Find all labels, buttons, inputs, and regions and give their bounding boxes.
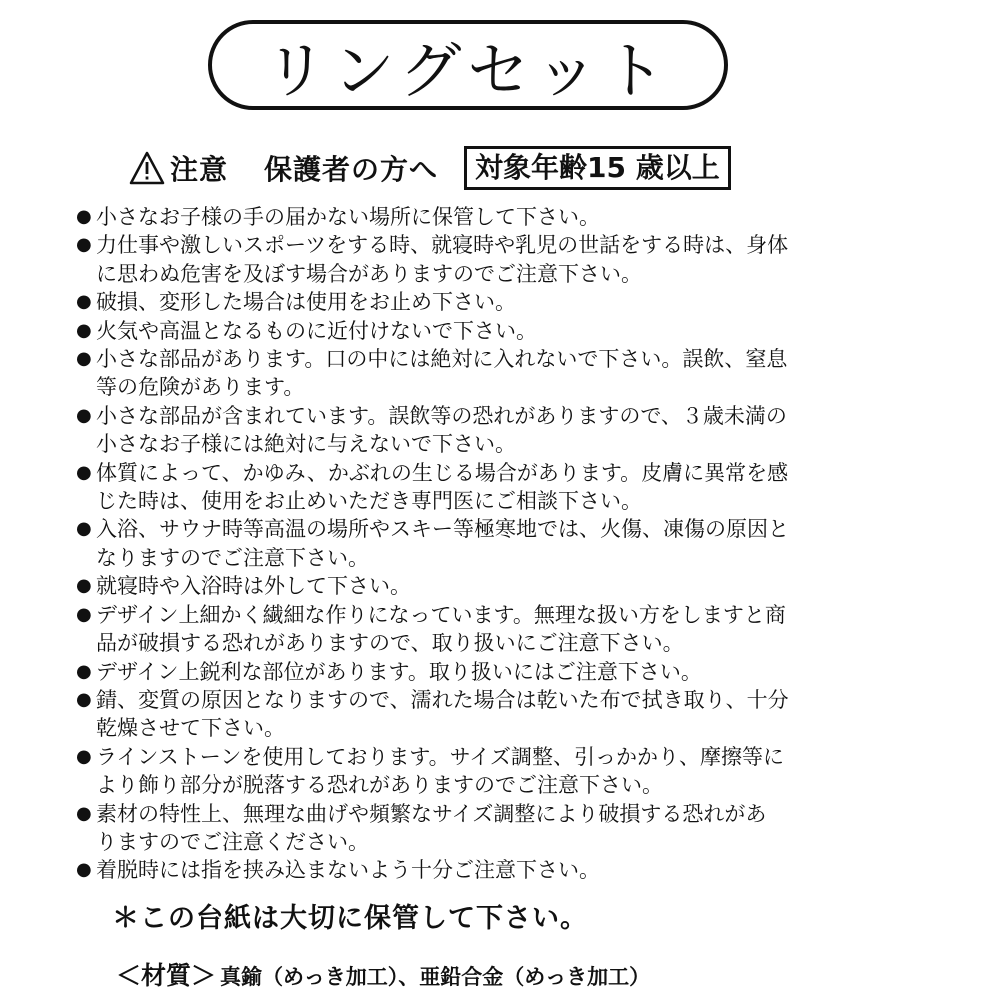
list-item [76, 686, 876, 743]
bullet-icon: ● [76, 688, 92, 710]
bullet-icon: ● [76, 518, 92, 540]
bullet-icon: ● [76, 802, 92, 824]
warning-text: 体質によって、かゆみ、かぶれの生じる場合があります。皮膚に異常を感 じた時は、使用をお止めいただき専門医にご相談下さい。 [96, 460, 789, 514]
warning-text: 着脱時には指を挟み込まないよう十分ご注意下さい。 [96, 858, 600, 883]
page-title: リングセット [264, 33, 672, 107]
list-item [76, 345, 876, 402]
caution-label: 注意 [170, 153, 229, 186]
list-item [76, 402, 876, 459]
bullet-icon: ● [76, 348, 92, 370]
warning-list [76, 203, 876, 885]
list-item [76, 288, 876, 316]
bullet-icon: ● [76, 660, 92, 682]
warning-text: 就寝時や入浴時は外して下さい。 [96, 574, 411, 599]
list-item [76, 572, 876, 600]
warning-text: 破損、変形した場合は使用をお止め下さい。 [96, 290, 516, 315]
keep-card-note: ＊この台紙は大切に保管して下さい。 [112, 903, 588, 934]
warning-text: 素材の特性上、無理な曲げや頻繁なサイズ調整により破損する恐れがあ りますのでご注意ください。 [96, 801, 767, 854]
list-item [76, 231, 876, 288]
bullet-icon: ● [76, 603, 92, 625]
warning-text: デザイン上鋭利な部位があります。取り扱いにはご注意下さい。 [96, 659, 702, 684]
list-item [76, 515, 876, 572]
age-rating-badge: 対象年齢15 歳以上 [464, 146, 731, 190]
list-item [76, 317, 876, 345]
bullet-icon: ● [76, 234, 92, 256]
list-item [76, 658, 876, 686]
list-item [76, 743, 876, 800]
bullet-icon: ● [76, 404, 92, 426]
bullet-icon: ● [76, 206, 92, 227]
material-value: 真鍮（めっき加工）、亜鉛合金（めっき加工） [220, 965, 651, 989]
list-item [76, 203, 876, 231]
warning-text: 錆、変質の原因となりますので、濡れた場合は乾いた布で拭き取り、十分 乾燥させて下さい。 [96, 687, 789, 741]
material-label: ＜材質＞ [116, 961, 217, 990]
warning-text: 火気や高温となるものに近付けないで下さい。 [96, 318, 537, 343]
bullet-icon: ● [76, 575, 92, 597]
bullet-icon: ● [76, 461, 92, 483]
bullet-icon: ● [76, 291, 92, 313]
warning-text: 力仕事や激しいスポーツをする時、就寝時や乳児の世話をする時は、身体 に思わぬ危害を及ぼす場合がありますのでご注意下さい。 [96, 233, 789, 286]
warning-triangle-icon [128, 150, 166, 186]
warning-text: 小さな部品があります。口の中には絶対に入れないで下さい。誤飲、窒息 等の危険があります。 [96, 347, 788, 400]
material-info [116, 956, 650, 992]
list-item [76, 601, 876, 658]
list-item [76, 856, 876, 884]
warning-text: 入浴、サウナ時等高温の場所やスキー等極寒地では、火傷、凍傷の原因と なりますのでご注意下さい。 [96, 517, 789, 570]
warning-text: デザイン上細かく繊細な作りになっています。無理な扱い方をしますと商 品が破損する恐れがありますので、取り扱いにご注意下さい。 [96, 602, 786, 656]
caution-header [128, 142, 731, 194]
warning-text: 小さなお子様の手の届かない場所に保管して下さい。 [96, 205, 600, 229]
bullet-icon: ● [76, 859, 92, 881]
list-item [76, 800, 876, 857]
warning-text: ラインストーンを使用しております。サイズ調整、引っかかり、摩擦等に より飾り部分が脱落する恐れがありますのでご注意下さい。 [96, 744, 784, 798]
title-frame [208, 20, 728, 110]
warning-text: 小さな部品が含まれています。誤飲等の恐れがありますので、３歳未満の 小さなお子様には絶対に与えないで下さい。 [96, 403, 787, 457]
guardian-label: 保護者の方へ [264, 153, 439, 186]
bullet-icon: ● [76, 745, 92, 767]
list-item [76, 459, 876, 516]
bullet-icon: ● [76, 319, 92, 341]
